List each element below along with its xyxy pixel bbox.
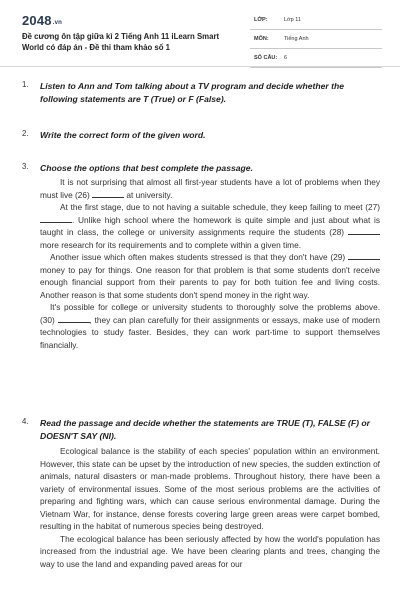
- passage-text: At the first stage, due to not having a suitable schedule, they keep failing to meet (27): [60, 202, 380, 212]
- question-number: 3.: [22, 162, 29, 171]
- meta-value-count: 6: [284, 55, 288, 61]
- passage-text: more research for its requirements and to complete within a given time.: [40, 239, 302, 250]
- meta-value-subject: Tiếng Anh: [284, 36, 309, 42]
- answer-blank-28[interactable]: [348, 227, 380, 235]
- q4-passage: [40, 445, 380, 570]
- passage-paragraph: [40, 251, 380, 301]
- passage-text: at university.: [126, 189, 173, 200]
- meta-value-class: Lớp 11: [284, 17, 301, 23]
- meta-row-subject: [250, 33, 382, 49]
- passage-text: money to pay for things. One reason for that problem is that some students don't receive enough financial support from their parents to pay for both tuition fee and living costs. Another reason is that some students don't spend money in the right way.: [40, 264, 380, 300]
- passage-paragraph: [40, 301, 380, 351]
- answer-blank-29[interactable]: [348, 252, 380, 260]
- question-number: 1.: [22, 80, 29, 89]
- meta-row-class: [250, 14, 382, 30]
- question-title: Write the correct form of the given word.: [40, 130, 206, 140]
- question-title: Choose the options that best complete the passage.: [40, 163, 253, 173]
- question-number: 4.: [22, 417, 29, 426]
- header-divider: [0, 66, 400, 67]
- meta-label-class: LỚP:: [254, 17, 268, 23]
- passage-text: It is not surprising that almost all first-year students have a lot of problems when they must live (26): [40, 177, 380, 200]
- site-logo[interactable]: [22, 13, 62, 28]
- meta-table: [250, 14, 382, 71]
- answer-blank-26[interactable]: [92, 190, 124, 198]
- question-title: Read the passage and decide whether the statements are TRUE (T), FALSE (F) or DOESN'T SAY (NI).: [40, 418, 370, 441]
- page-header: [0, 0, 400, 66]
- logo-suffix: .vn: [52, 20, 63, 26]
- question-number: 2.: [22, 129, 29, 138]
- logo-text: 2048: [22, 13, 52, 28]
- passage-text: It's possible for college or university students to thoroughly solve the problems above. (30): [40, 302, 380, 325]
- passage-paragraph: [40, 176, 380, 201]
- question-title: Listen to Ann and Tom talking about a TV program and decide whether the following statements are T (True) or F (False).: [40, 81, 344, 104]
- meta-label-count: SỐ CÂU:: [254, 55, 278, 61]
- answer-blank-30[interactable]: [58, 315, 90, 323]
- passage-paragraph: The ecological balance has been seriously affected by how the world's population has increased from the industrial age. We have been clearing plants and trees, changing the way to use the land and expanding paved areas for our: [40, 533, 380, 569]
- passage-text: , they can plan carefully for their assignments or essays, make use of modern technologies to study faster. Besides, they can work part-time to support themselves financially.: [40, 314, 380, 350]
- document-title: Đề cương ôn tập giữa kì 2 Tiếng Anh 11 iLearn Smart World có đáp án - Đề thi tham khảo số 1: [22, 32, 220, 52]
- passage-text: Another issue which often makes students stressed is that they don't have (29): [50, 252, 346, 262]
- passage-text: . Unlike high school where the homework is quite simple and just about what is taught in class, the college or university assignments require the students (28): [40, 214, 380, 237]
- answer-blank-27[interactable]: [40, 215, 72, 223]
- meta-label-subject: MÔN:: [254, 36, 269, 42]
- passage-paragraph: Ecological balance is the stability of each species' population within an environment. However, this state can be upset by the introduction of new species, the sudden extinction of animals, natural disasters or man-made problems. Throughout history, there have been a variety of environmental issues. Some of the most serious problems are the activities of preparing and fighting wars, which can cause serious environmental damage. During the Vietnam War, for instance, dense forests covering large green areas were carpet bombed, resulting in the habitat of numerous species being destroyed.: [40, 446, 380, 531]
- passage-paragraph: [40, 201, 380, 251]
- q3-passage: [40, 176, 380, 351]
